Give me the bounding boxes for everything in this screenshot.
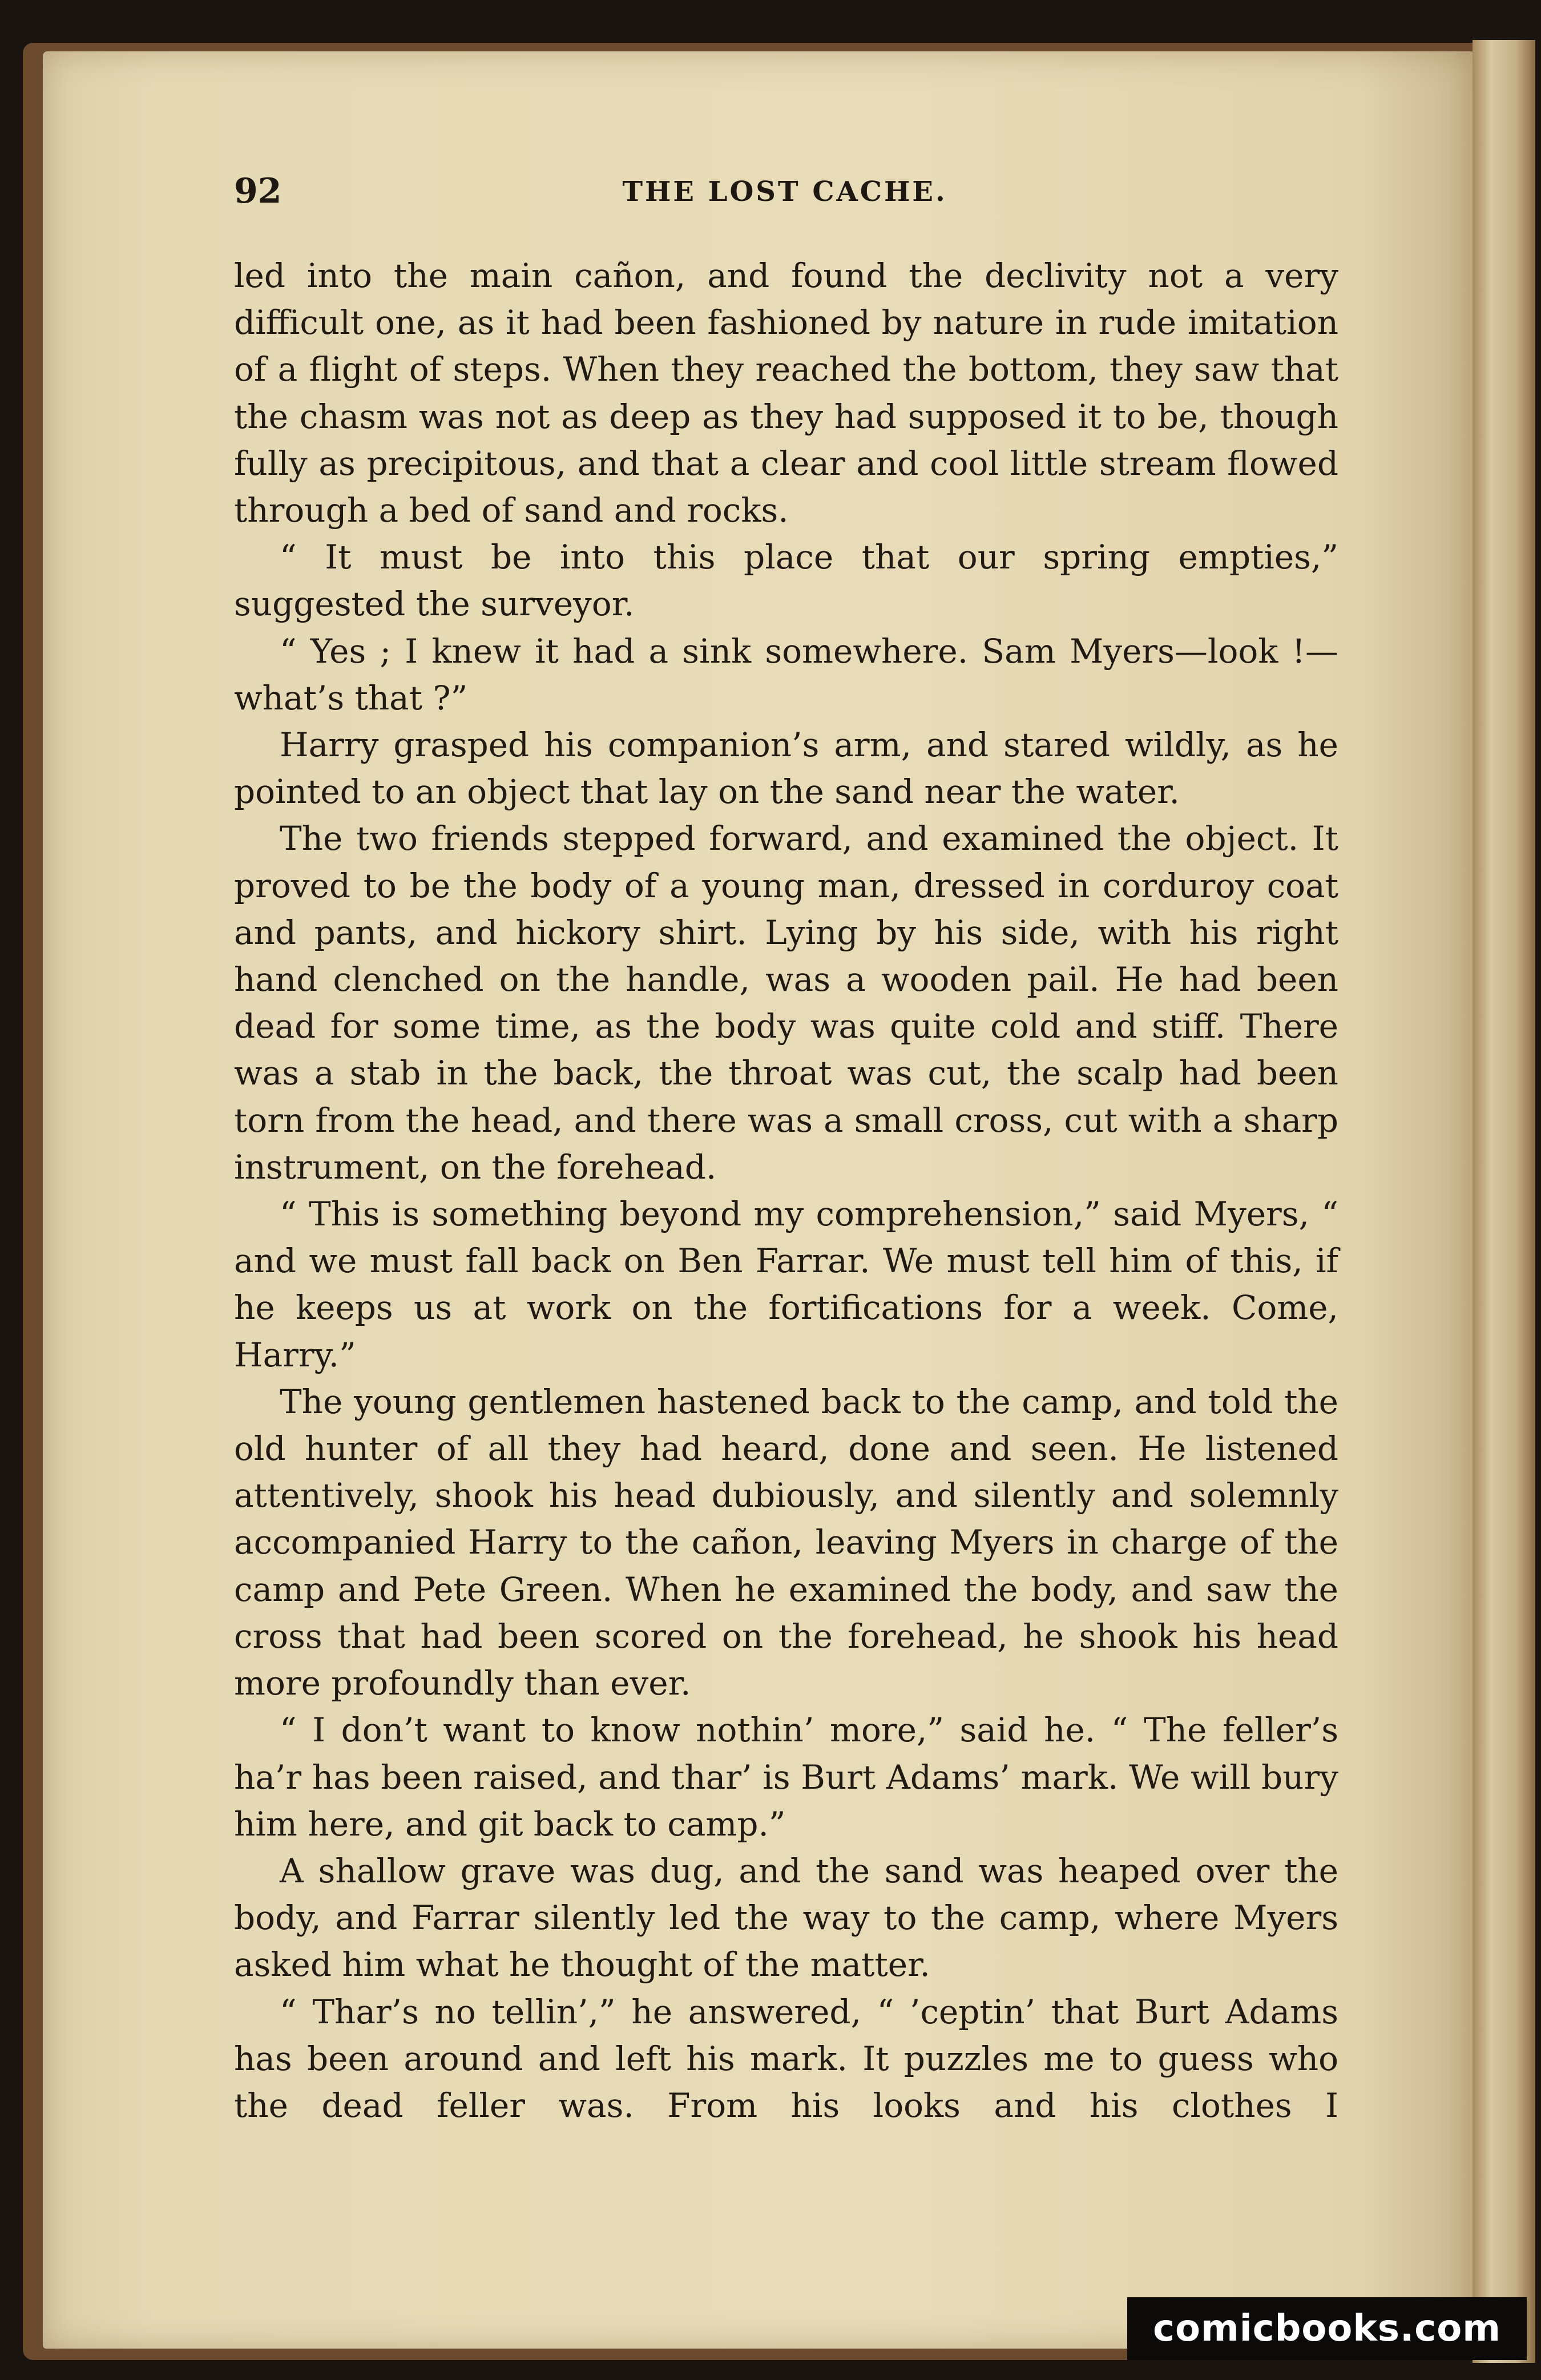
paragraph: The young gentlemen hastened back to the camp, and told the old hunter of all they had heard, done and seen. He listened attentively, shook his head dubiously, and silently and solemnly accompanied Harry to the cañon, leaving Myers in charge of the camp and Pete Green. When he examined the body, and saw the cross that had been scored on the forehead, he shook his head more profoundly than ever. <box>234 1382 1338 1703</box>
paragraph: “ This is something beyond my comprehension,” said Myers, “ and we must fall back on Ben Farrar. We must tell him of this, if he keeps us at work on the fortifications for a week. Come, Harry.” <box>234 1195 1338 1374</box>
paragraph: A shallow grave was dug, and the sand was heaped over the body, and Farrar silently led the way to the camp, where Myers asked him what he thought of the matter. <box>234 1851 1338 1984</box>
paragraph: “ Thar’s no tellin’,” he answered, “ ’ceptin’ that Burt Adams has been around and left his mark. It puzzles me to guess who the dead feller was. From his looks and his clothes I <box>234 1992 1338 2125</box>
facing-page-edge <box>1473 40 1535 2363</box>
page-number: 92 <box>234 171 282 211</box>
paragraph: Harry grasped his companion’s arm, and stared wildly, as he pointed to an object that lay on the sand near the water. <box>234 725 1338 812</box>
paragraph: “ It must be into this place that our spring empties,” suggested the surveyor. <box>234 538 1338 624</box>
body-text <box>234 252 1338 2129</box>
watermark-label: comicbooks.com <box>1127 2297 1527 2360</box>
paragraph: led into the main cañon, and found the declivity not a very difficult one, as it had been fashioned by nature in rude imitation of a flight of steps. When they reached the bottom, they saw that the chasm was not as deep as they had supposed it to be, though fully as precipitous, and that a clear and cool little stream flowed through a bed of sand and rocks. <box>234 256 1338 530</box>
paragraph: The two friends stepped forward, and examined the object. It proved to be the body of a young man, dressed in corduroy coat and pants, and hickory shirt. Lying by his side, with his right hand clenched on the handle, was a wooden pail. He had been dead for some time, as the body was quite cold and stiff. There was a stab in the back, the throat was cut, the scalp had been torn from the head, and there was a small cross, cut with a sharp instrument, on the forehead. <box>234 819 1338 1187</box>
paragraph: “ Yes ; I knew it had a sink somewhere. Sam Myers—look !—what’s that ?” <box>234 631 1338 717</box>
running-title: THE LOST CACHE. <box>622 176 947 208</box>
paragraph: “ I don’t want to know nothin’ more,” said he. “ The feller’s ha’r has been raised, and thar’ is Burt Adams’ mark. We will bury him here, and git back to camp.” <box>234 1711 1338 1844</box>
page-header <box>234 171 1336 223</box>
